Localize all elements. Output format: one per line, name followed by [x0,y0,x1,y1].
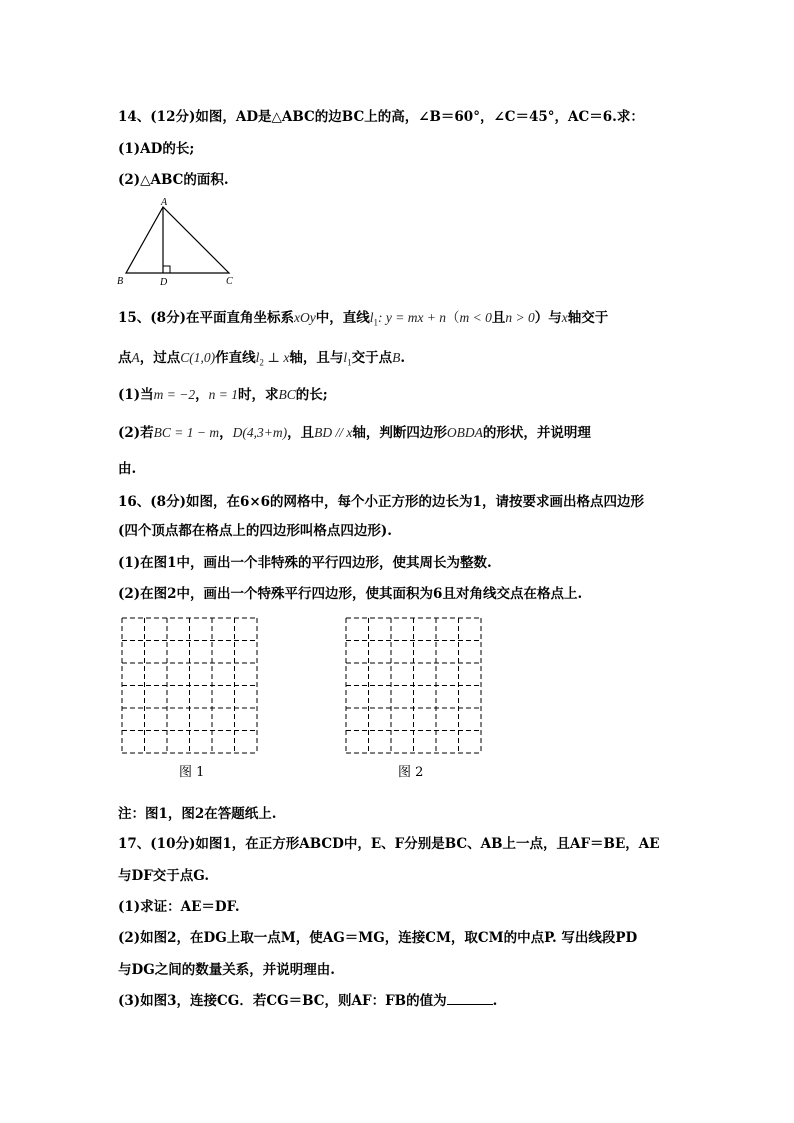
q14-part1: (1)AD的长; [118,141,195,157]
figure-2-caption: 图 2 [398,765,424,780]
q16-part1: (1)在图1中，画出一个非特殊的平行四边形，使其周长为整数. [118,555,492,571]
q16-note: 注：图1，图2在答题纸上. [118,806,277,822]
q16-part2: (2)在图2中，画出一个特殊平行四边形，使其面积为6且对角线交点在格点上. [118,586,583,602]
label-b: B [117,276,124,287]
label-c: C [226,276,233,287]
answer-blank[interactable] [447,992,493,1005]
right-angle-mark [163,266,170,273]
label-d: D [160,277,168,288]
q15-line2: 点A，过点C(1,0)作直线$l_2$ ⊥ x轴，且与$l_1$交于点B. [118,350,406,368]
q16-stem2: (四个顶点都在格点上的四边形叫格点四边形). [118,523,392,539]
q14-part2: (2)△ABC的面积. [118,172,229,188]
grid-figure-1 [121,617,262,755]
q15-line1: 15、(8分)在平面直角坐标系xOy中，直线$l_1$: y = mx + n（m < 0且n > 0）与x轴交于 [118,310,609,328]
q17-stem: 17、(10分)如图1，在正方形ABCD中，E、F分别是BC、AB上一点，且AF＝BE，AE [118,836,660,852]
triangle-abc [126,207,229,273]
q17-part1: (1)求证：AE＝DF. [118,899,240,915]
q17-part2: (2)如图2，在DG上取一点M，使AG＝MG，连接CM，取CM的中点P. 写出线段PD [118,930,638,946]
label-a: A [161,197,168,208]
q17-part2b: 与DG之间的数量关系，并说明理由. [118,962,335,978]
q17-stem2: 与DF交于点G. [118,868,210,884]
q16-stem: 16、(8分)如图，在6×6的网格中，每个小正方形的边长为1，请按要求画出格点四边形 [118,494,644,510]
q14-stem: 14、(12分)如图，AD是△ABC的边BC上的高，∠B＝60°，∠C＝45°，AC＝6.求： [118,109,644,125]
q15-part2-cont: 由. [118,461,137,477]
q15-part1: (1)当m = −2，n = 1时，求BC的长; [118,387,328,403]
grid-figure-2 [345,617,486,755]
triangle-figure [115,195,245,290]
q17-part3: (3)如图3，连接CG．若CG＝BC，则AF：FB的值为 . [118,993,498,1009]
q15-part2: (2)若BC = 1 − m，D(4,3+m)，且BD // x轴，判断四边形OBDA的形状，并说明理 [118,425,591,441]
figure-1-caption: 图 1 [179,765,205,780]
